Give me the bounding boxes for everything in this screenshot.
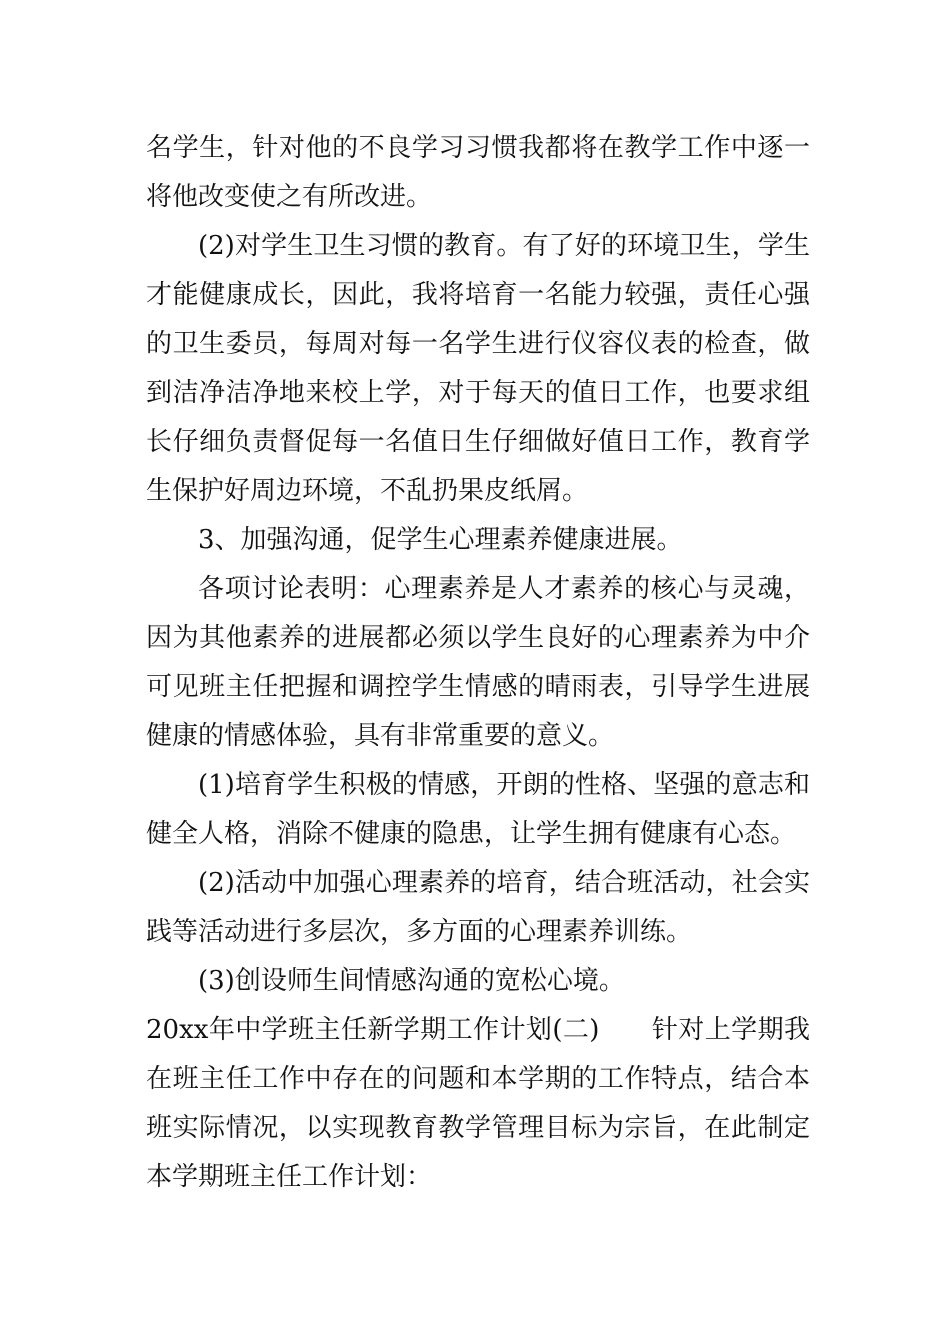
paragraph-continuation: 名学生，针对他的不良学习习惯我都将在教学工作中逐一将他改变使之有所改进。 <box>146 133 810 212</box>
paragraph-item-3: (3)创设师生间情感沟通的宽松心境。 <box>198 966 625 996</box>
paragraph-hygiene-habits: (2)对学生卫生习惯的教育。有了好的环境卫生，学生才能健康成长，因此，我将培育一名能力较强，责任心强的卫生委员，每周对每一名学生进行仪容仪表的检查，做到洁净洁净地来校上学，对于每天的值日工作，也要求组长仔细负责督促每一名值日生仔细做好值日工作，教育学生保护好周边环境，不乱扔果皮纸屑。 <box>146 231 810 506</box>
paragraph-heading-communication: 3、加强沟通，促学生心理素养健康进展。 <box>198 525 683 555</box>
paragraph-psychology-research: 各项讨论表明：心理素养是人才素养的核心与灵魂，因为其他素养的进展都必须以学生良好的心理素养为中介可见班主任把握和调控学生情感的晴雨表，引导学生进展健康的情感体验，具有非常重要的意义。 <box>146 574 810 751</box>
section-paragraph <box>146 1006 810 1202</box>
section-title: 20xx年中学班主任新学期工作计划(二) <box>146 1015 600 1045</box>
document-body <box>146 124 810 1202</box>
paragraph-item-2: (2)活动中加强心理素养的培育，结合班活动，社会实践等活动进行多层次，多方面的心理素养训练。 <box>146 868 810 947</box>
paragraph-item-1: (1)培育学生积极的情感，开朗的性格、坚强的意志和健全人格，消除不健康的隐患，让学生拥有健康有心态。 <box>146 770 810 849</box>
section-body: 针对上学期我在班主任工作中存在的问题和本学期的工作特点，结合本班实际情况，以实现教育教学管理目标为宗旨，在此制定本学期班主任工作计划： <box>146 1015 810 1192</box>
